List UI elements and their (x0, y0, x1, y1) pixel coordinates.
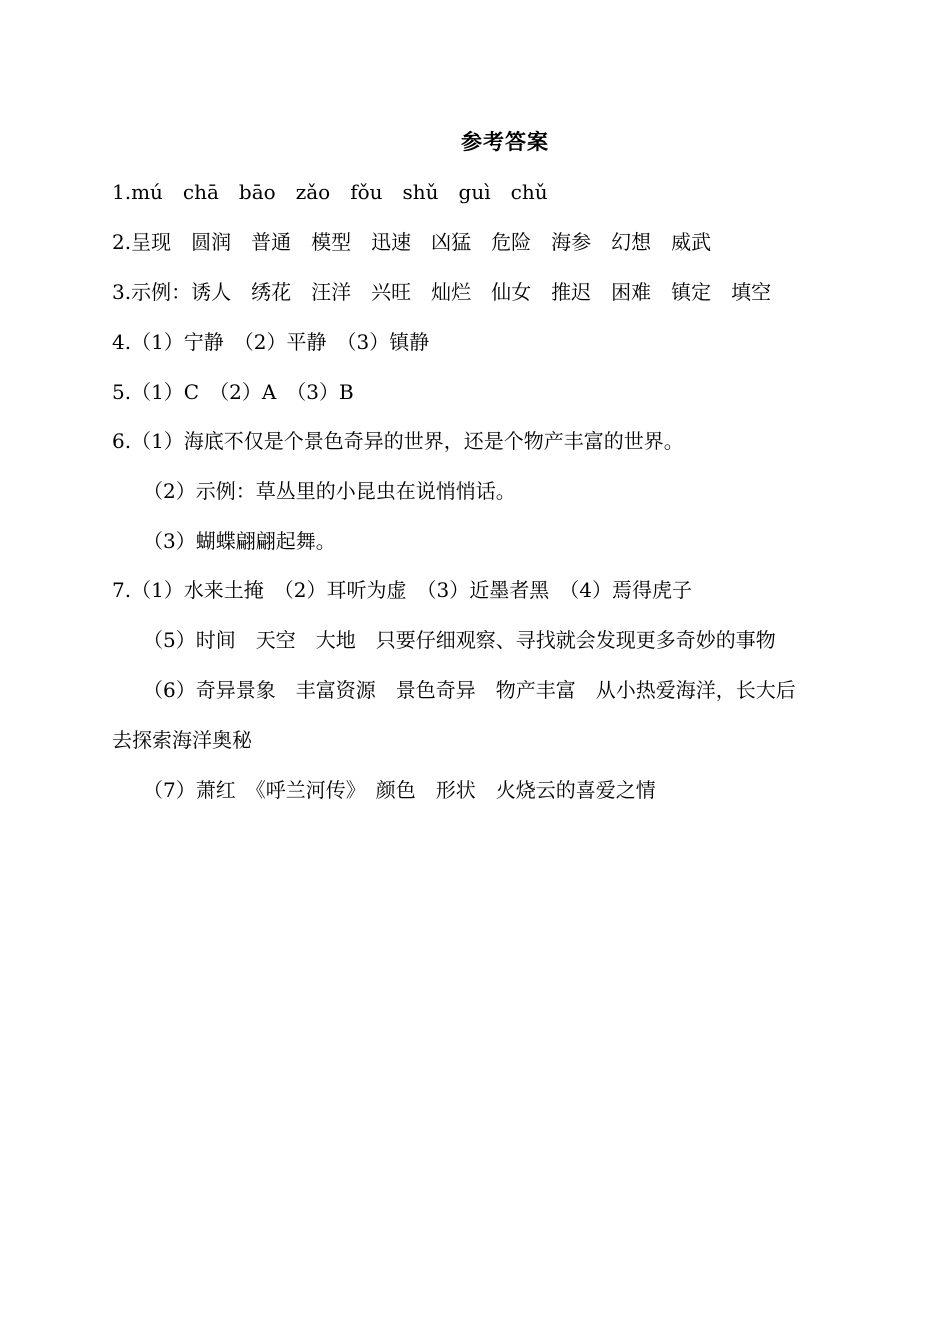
answer-line-7-part-5: （5）时间 天空 大地 只要仔细观察、寻找就会发现更多奇妙的事物 (143, 628, 776, 652)
answer-line-7-part-1-4: 7.（1）水来土掩 （2）耳听为虚 （3）近墨者黑 （4）焉得虎子 (112, 578, 692, 602)
answer-line-3: 3.示例：诱人 绣花 汪洋 兴旺 灿烂 仙女 推迟 困难 镇定 填空 (112, 280, 772, 304)
answer-line-2: 2.呈现 圆润 普通 模型 迅速 凶猛 危险 海参 幻想 威武 (112, 230, 712, 254)
answer-line-4: 4.（1）宁静 （2）平静 （3）镇静 (112, 330, 430, 354)
answer-line-7-part-6: （6）奇异景象 丰富资源 景色奇异 物产丰富 从小热爱海洋，长大后 (143, 678, 796, 702)
answer-line-5: 5.（1）C （2）A （3）B (112, 380, 354, 404)
answer-line-6-part-3: （3）蝴蝶翩翩起舞。 (143, 529, 336, 553)
answer-line-7-part-6-continued: 去探索海洋奥秘 (112, 728, 252, 752)
answer-line-7-part-7: （7）萧红 《呼兰河传》 颜色 形状 火烧云的喜爱之情 (143, 778, 656, 802)
answer-line-6-part-1: 6.（1）海底不仅是个景色奇异的世界，还是个物产丰富的世界。 (112, 429, 684, 453)
answer-line-6-part-2: （2）示例：草丛里的小昆虫在说悄悄话。 (143, 479, 516, 503)
answer-line-1: 1.mú chā bāo zǎo fǒu shǔ guì chǔ (112, 180, 548, 204)
page-title: 参考答案 (461, 129, 549, 154)
